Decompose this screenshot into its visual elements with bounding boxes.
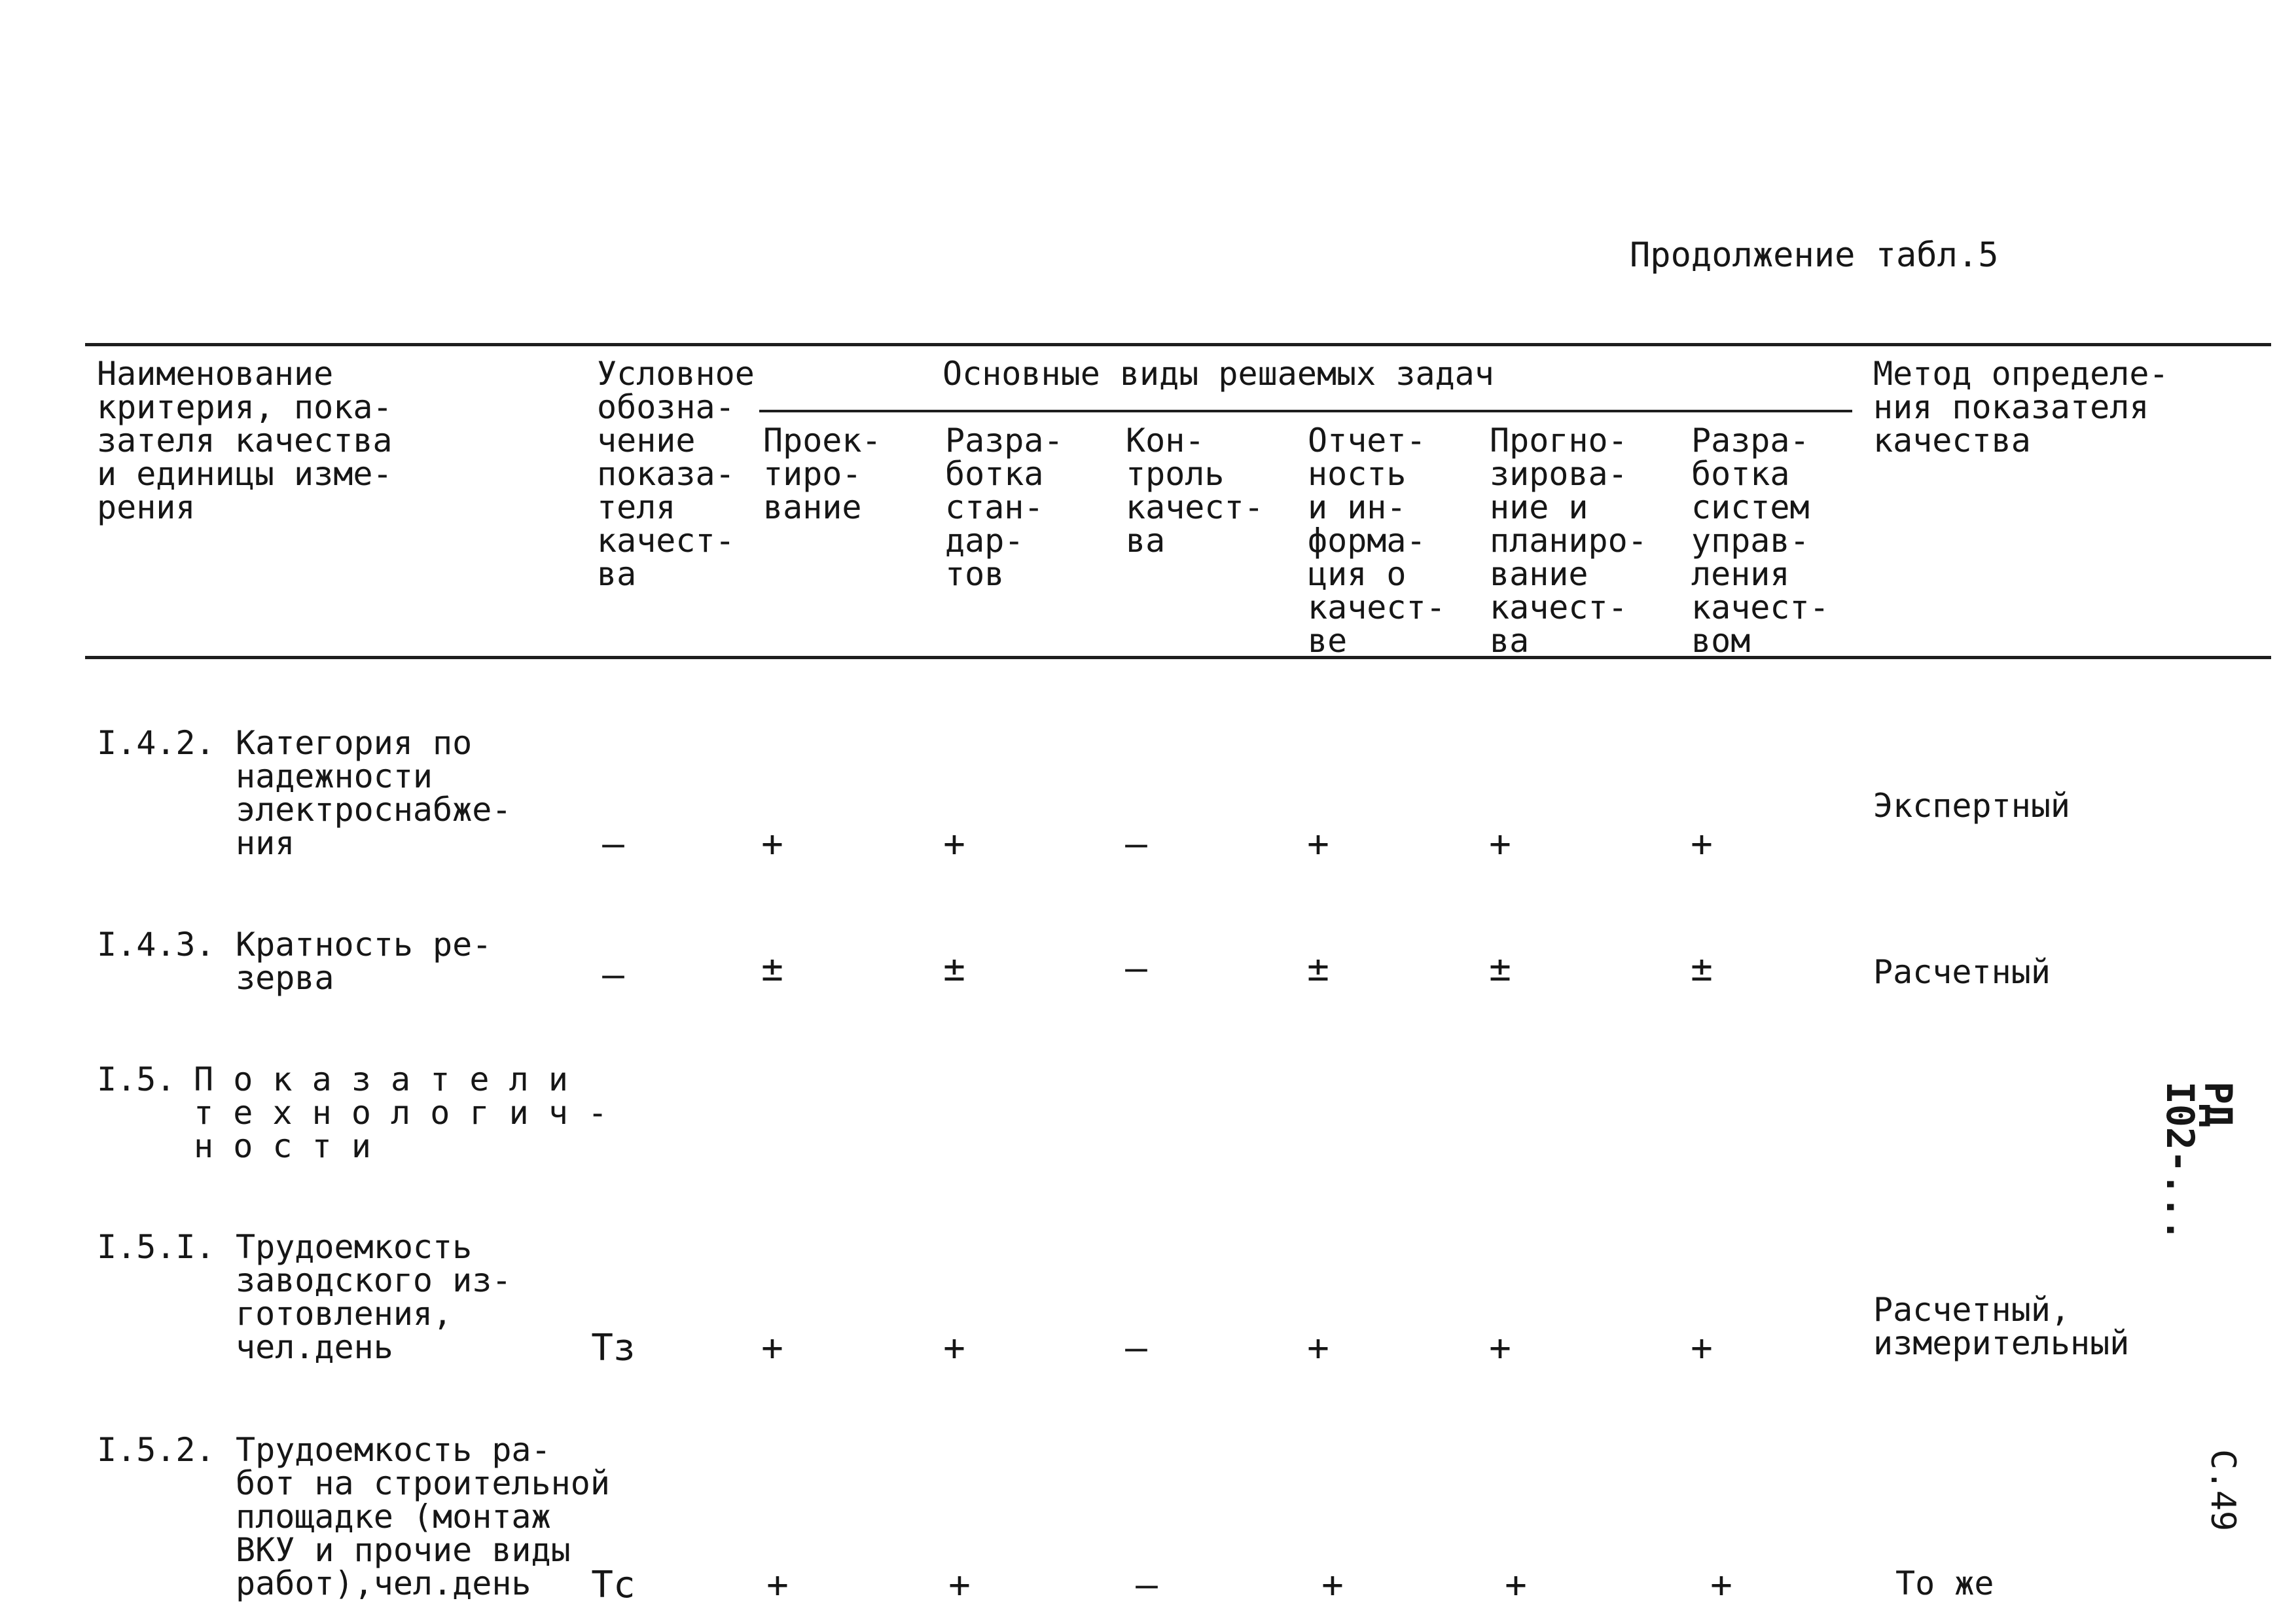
- header-name: Наименование критерия, пока- зателя качества и единицы изме- рения: [97, 355, 393, 526]
- cell-design: +: [761, 1327, 783, 1369]
- cell-design: ±: [761, 947, 783, 990]
- header-task-control: Кон- троль качест- ва: [1126, 422, 1264, 560]
- cell-control: –: [1136, 1564, 1158, 1606]
- row-number: I.5.2.: [97, 1431, 215, 1469]
- header-tasks-group: Основные виды решаемых задач: [942, 355, 1494, 393]
- row-method: Расчетный, измерительный: [1873, 1291, 2130, 1362]
- row-name: Кратность ре- зерва: [236, 926, 492, 997]
- row-method: То же: [1895, 1564, 1994, 1602]
- row-symbol: –: [602, 954, 624, 996]
- row-method: Экспертный: [1873, 787, 2071, 825]
- table-top-rule: [85, 343, 2271, 346]
- row-symbol: –: [602, 823, 624, 865]
- header-task-management-systems: Разра- ботка систем управ- ления качест- вом: [1691, 422, 1829, 660]
- table-continuation-label: Продолжение табл.5: [1630, 236, 1999, 275]
- header-task-reporting: Отчет- ность и ин- форма- ция о качест- ве: [1308, 422, 1446, 660]
- header-method: Метод определе- ния показателя качества: [1873, 355, 2169, 460]
- cell-standards: +: [943, 823, 965, 865]
- row-name: Трудоемкость заводского из- готовления, чел.день: [236, 1228, 512, 1366]
- header-task-design: Проек- тиро- вание: [763, 422, 882, 526]
- cell-control: –: [1125, 947, 1147, 990]
- cell-forecasting: +: [1489, 823, 1511, 865]
- row-symbol: Тс: [591, 1564, 636, 1606]
- cell-standards: ±: [943, 947, 965, 990]
- row-method: Расчетный: [1873, 953, 2051, 991]
- cell-control: –: [1125, 1327, 1147, 1369]
- cell-reporting: ±: [1307, 947, 1329, 990]
- row-name: Трудоемкость ра- бот на строительной площадке (монтаж ВКУ и прочие виды работ),чел.день: [236, 1431, 610, 1602]
- cell-forecasting: ±: [1489, 947, 1511, 990]
- cell-design: +: [761, 823, 783, 865]
- section-heading: П о к а з а т е л и т е х н о л о г и ч - н о с т и: [194, 1060, 608, 1165]
- tasks-group-rule: [759, 410, 1852, 412]
- row-number: I.4.2.: [97, 724, 215, 762]
- row-number: I.5.: [97, 1060, 176, 1098]
- cell-reporting: +: [1307, 823, 1329, 865]
- header-bottom-rule: [85, 656, 2271, 659]
- header-task-forecasting: Прогно- зирова- ние и планиро- вание качест- ва: [1490, 422, 1647, 660]
- row-number: I.4.3.: [97, 926, 215, 964]
- cell-forecasting: +: [1505, 1564, 1527, 1606]
- document-code: РД I02-...: [2158, 1081, 2240, 1242]
- row-name: Категория по надежности электроснабже- ния: [236, 724, 512, 862]
- cell-reporting: +: [1321, 1564, 1344, 1606]
- cell-standards: +: [943, 1327, 965, 1369]
- row-symbol: Тз: [591, 1327, 636, 1369]
- page-number: С.49: [2203, 1449, 2242, 1532]
- cell-management-systems: +: [1710, 1564, 1732, 1606]
- cell-management-systems: +: [1691, 823, 1713, 865]
- header-symbol: Условное обозна- чение показа- теля качест- ва: [597, 355, 755, 593]
- cell-standards: +: [948, 1564, 971, 1606]
- cell-management-systems: ±: [1691, 947, 1713, 990]
- cell-management-systems: +: [1691, 1327, 1713, 1369]
- cell-control: –: [1125, 823, 1147, 865]
- row-number: I.5.I.: [97, 1228, 215, 1266]
- cell-design: +: [766, 1564, 789, 1606]
- header-task-standards: Разра- ботка стан- дар- тов: [945, 422, 1064, 593]
- cell-reporting: +: [1307, 1327, 1329, 1369]
- cell-forecasting: +: [1489, 1327, 1511, 1369]
